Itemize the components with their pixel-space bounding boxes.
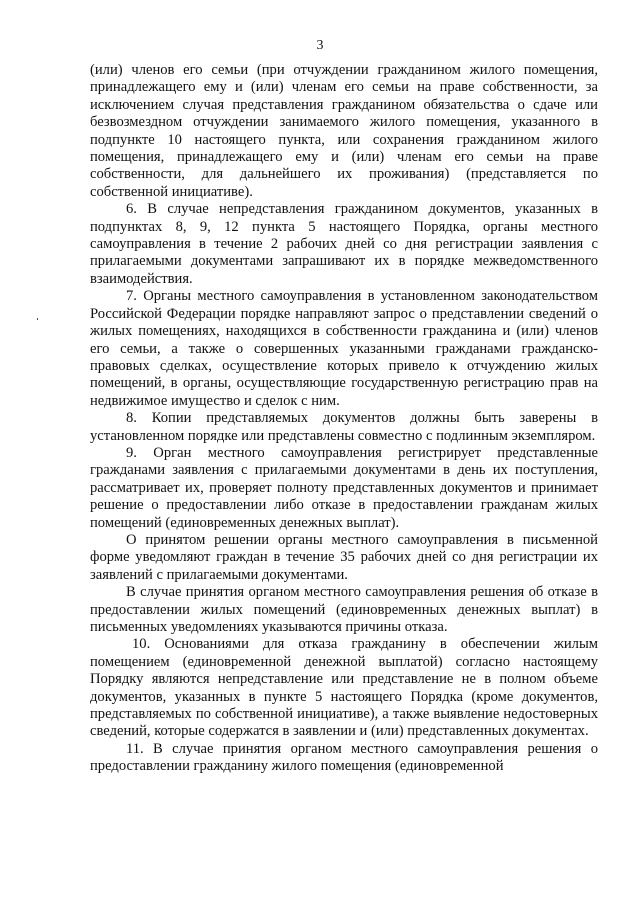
paragraph-9-notification: О принятом решении органы местного самоуправления в письменной форме уведомляют граждан в течение 35 рабочих дней со дня регистрации их заявлений с прилагаемыми документами. bbox=[90, 531, 598, 583]
paragraph-10: 10. Основаниями для отказа гражданину в обеспечении жилым помещением (единовременной денежной выплатой) согласно настоящему Порядку являются непредставление или представление не в полном объеме документов, указанных в пункте 5 настоящего Порядка (кроме документов, представляемых по собственной инициативе), а также выявление недостоверных сведений, которые содержатся в заявлении и (или) представленных документах. bbox=[90, 636, 598, 740]
page-number: 3 bbox=[316, 38, 324, 53]
document-body bbox=[90, 62, 598, 776]
paragraph-9: 9. Орган местного самоуправления регистрирует представленные гражданами заявления с прилагаемыми документами в день их поступления, рассматривает их, проверяет полноту представленных документов и принимает решение о предоставлении либо отказе в предоставлении гражданам жилых помещений (единовременных денежных выплат). bbox=[90, 444, 598, 531]
paragraph-11: 11. В случае принятия органом местного самоуправления решения о предоставлении гражданину жилого помещения (единовременной bbox=[90, 740, 598, 775]
margin-mark bbox=[37, 318, 38, 320]
paragraph-7: 7. Органы местного самоуправления в установленном законодательством Российской Федерации порядке направляют запрос о представлении сведений о жилых помещениях, находящихся в собственности гражданина и (или) членов его семьи, а также о совершенных указанными гражданами гражданско-правовых сделках, осуществление которых привело к отчуждению жилых помещений, в органы, осуществляющие государственную регистрацию прав на недвижимое имущество и сделок с ним. bbox=[90, 288, 598, 409]
paragraph-continuation: (или) членов его семьи (при отчуждении гражданином жилого помещения, принадлежащего ему и (или) членам его семьи на праве собственности, за исключением случая представления гражданином обязательства о сдаче или безвозмездном отчуждении занимаемого жилого помещения, указанного в подпункте 10 настоящего пункта, или сохранения гражданином жилого помещения, принадлежащего ему и (или) членам его семьи на праве собственности, для дальнейшего их проживания) (представляется по собственной инициативе). bbox=[90, 62, 598, 200]
paragraph-8: 8. Копии представляемых документов должны быть заверены в установленном порядке или представлены совместно с подлинным экземпляром. bbox=[90, 410, 598, 444]
paragraph-9-refusal: В случае принятия органом местного самоуправления решения об отказе в предоставлении жилых помещений (единовременных денежных выплат) в письменных уведомлениях указываются причины отказа. bbox=[90, 584, 598, 635]
paragraph-6: 6. В случае непредставления гражданином документов, указанных в подпунктах 8, 9, 12 пункта 5 настоящего Порядка, органы местного самоуправления в течение 2 рабочих дней со дня регистрации заявления с прилагаемыми документами запрашивают их в порядке межведомственного взаимодействия. bbox=[90, 201, 598, 287]
